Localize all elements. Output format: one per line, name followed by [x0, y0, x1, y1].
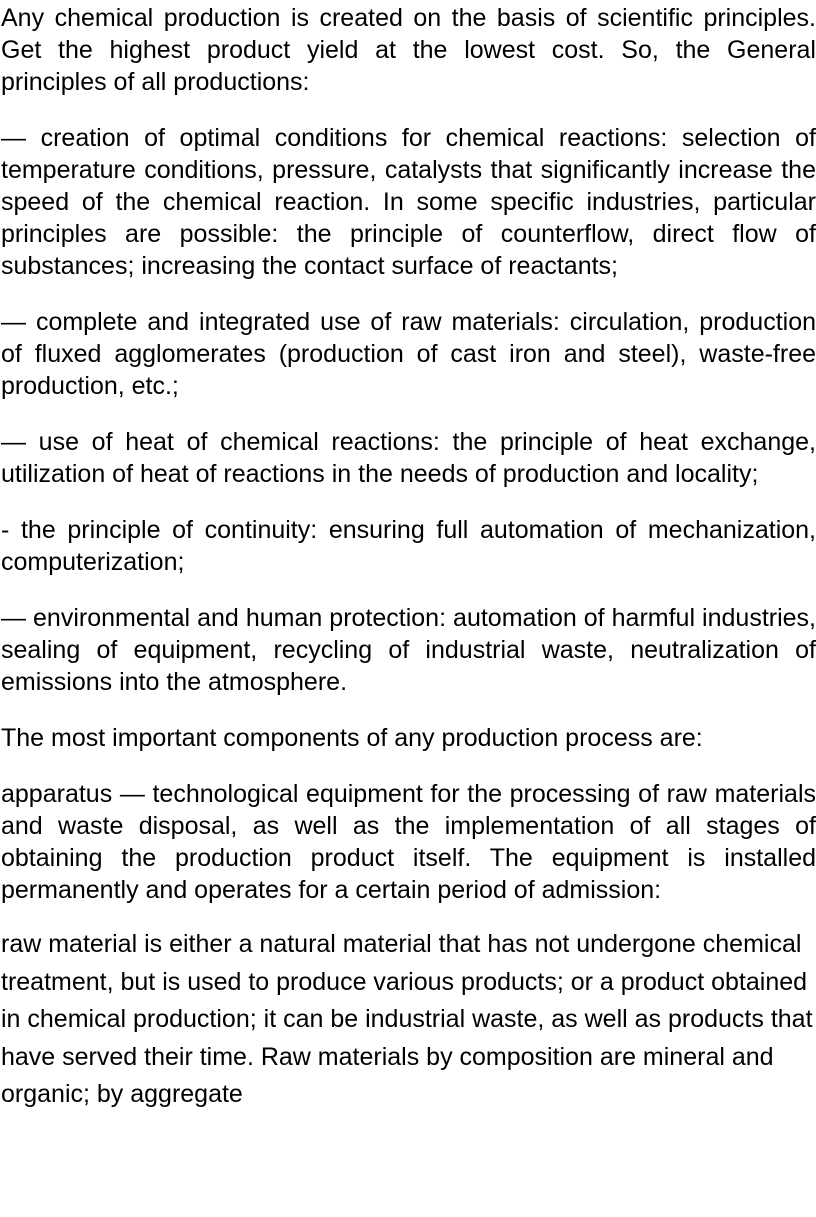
paragraph-apparatus: apparatus — technological equipment for the processing of raw materials and waste disposal, as well as the implementation of all stages of obtaining the production product itself. The equipment is installed permanently and operates for a certain period of admission:	[1, 780, 816, 904]
paragraph-components-heading: The most important components of any production process are:	[1, 724, 703, 752]
paragraph-raw-material: raw material is either a natural material that has not undergone chemical treatment, but is used to produce various products; or a product obtained in chemical production; it can be industrial waste, as well as products that have served their time. Raw materials by composition are mineral and organic; by aggregate	[1, 930, 813, 1108]
paragraph-continuity: - the principle of continuity: ensuring full automation of mechanization, computerization;	[1, 516, 816, 576]
paragraph-protection: — environmental and human protection: automation of harmful industries, sealing of equipment, recycling of industrial waste, neutralization of emissions into the atmosphere.	[1, 604, 816, 696]
paragraph-intro: Any chemical production is created on the basis of scientific principles. Get the highest product yield at the lowest cost. So, the General principles of all productions:	[1, 4, 816, 96]
paragraph-raw-materials-use: — complete and integrated use of raw materials: circulation, production of fluxed agglomerates (production of cast iron and steel), waste-free production, etc.;	[1, 308, 816, 400]
paragraph-heat-use: — use of heat of chemical reactions: the principle of heat exchange, utilization of heat of reactions in the needs of production and locality;	[1, 428, 816, 488]
paragraph-optimal-conditions: — creation of optimal conditions for chemical reactions: selection of temperature conditions, pressure, catalysts that significantly increase the speed of the chemical reaction. In some specific industries, particular principles are possible: the principle of counterflow, direct flow of substances; increasing the contact surface of reactants;	[1, 124, 816, 280]
